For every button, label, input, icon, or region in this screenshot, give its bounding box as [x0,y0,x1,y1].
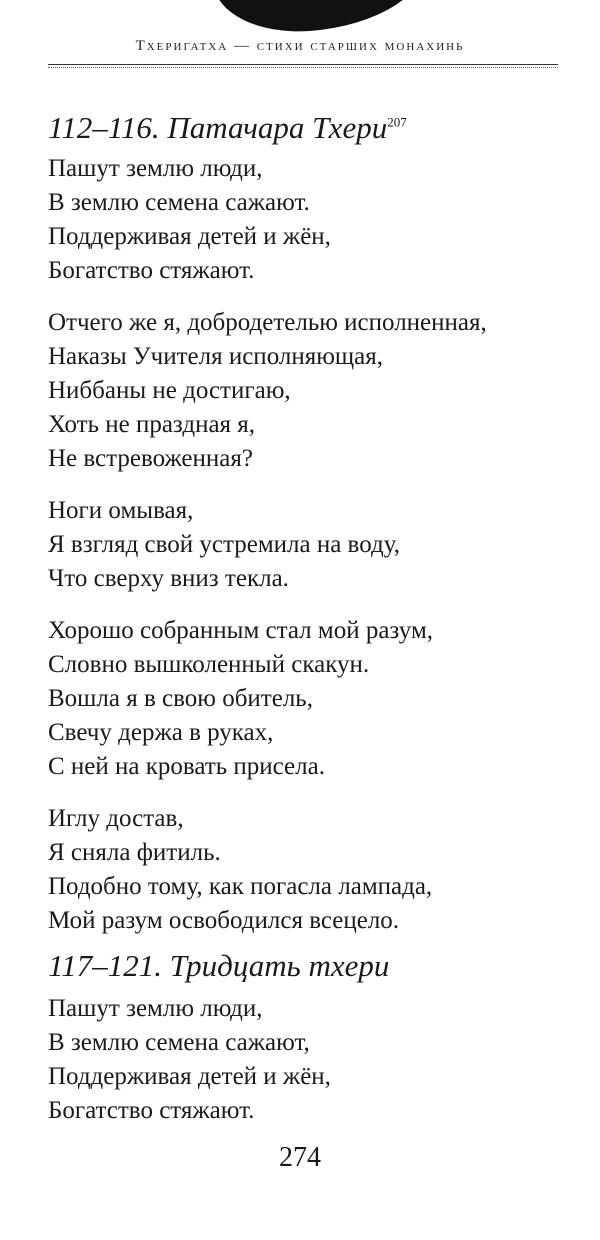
verse-line: В землю семена сажают. [48,189,310,216]
verse-line: Поддерживая детей и жён, [48,223,331,250]
verse-line: Наказы Учителя исполняющая, [48,343,383,370]
verse-line: Я сняла фитиль. [48,839,221,866]
footnote-mark: 207 [387,114,407,130]
verse-line: Свечу держа в руках, [48,719,274,746]
verse-line: Иглу достав, [48,805,184,832]
stanza [48,992,588,1128]
stanza [48,152,588,288]
header-rule [48,64,558,65]
verse-line: Вошла я в свою обитель, [48,685,313,712]
stanza [48,494,588,596]
verse-line: Словно вышколенный скакун. [48,651,370,678]
verse-line: Мой разум освободился всецело. [48,907,400,934]
section-thirty-theris [48,946,588,1128]
verse-line: Не встревоженная? [48,445,253,472]
section-title-text: 112–116. Патачара Тхери [48,110,388,145]
verse-line: Что сверху вниз текла. [48,565,289,592]
verse-line: Я взгляд свой устремила на воду, [48,531,400,558]
section-title [48,108,588,148]
ink-blot-decoration [213,0,432,37]
verse-line: Пашут землю люди, [48,995,263,1022]
header-rule-dotted [48,67,558,68]
section-title: 117–121. Тридцать тхери [48,948,390,983]
stanza [48,614,588,784]
stanza [48,802,588,938]
verse-line: Богатство стяжают. [48,1097,255,1124]
verse-line: Хоть не праздная я, [48,411,256,438]
verse-line: Отчего же я, добродетелью исполненная, [48,309,487,336]
verse-line: В землю семена сажают, [48,1029,310,1056]
stanza [48,306,588,476]
running-head: Тхеригатха — стихи старших монахинь [135,38,465,54]
page-number: 274 [279,1142,321,1173]
verse-line: Ноги омывая, [48,497,194,524]
verse-line: Богатство стяжают. [48,257,255,284]
verse-line: Хорошо собранным стал мой разум, [48,617,434,644]
verse-line: Поддерживая детей и жён, [48,1063,331,1090]
verse-line: Пашут землю люди, [48,155,263,182]
verse-line: Ниббаны не достигаю, [48,377,291,404]
section-patachara [48,108,588,938]
verse-line: Подобно тому, как погасла лампада, [48,873,433,900]
verse-line: С ней на кровать присела. [48,753,325,780]
